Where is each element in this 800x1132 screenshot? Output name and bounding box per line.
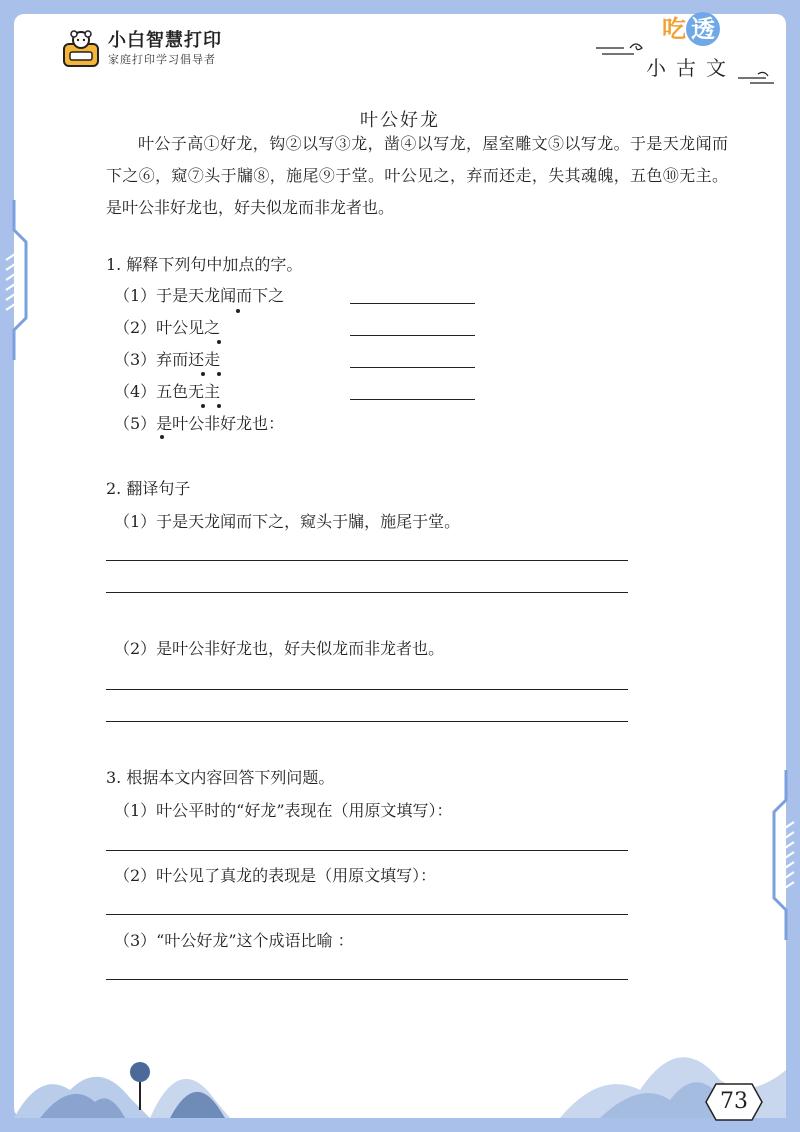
emphasis-dot <box>236 309 240 313</box>
q1-item-5: （5）是叶公非好龙也： <box>114 414 285 433</box>
page-header <box>0 0 800 100</box>
q3-answer-line-1[interactable] <box>106 850 628 851</box>
brand-name: 小白智慧打印 <box>108 30 222 51</box>
q2-answer-line-3[interactable] <box>106 689 628 690</box>
q2-answer-line-1[interactable] <box>106 560 628 561</box>
printer-mascot-logo <box>60 30 102 68</box>
series-char-2: 透 <box>686 12 720 46</box>
passage-text: 叶公子高①好龙，钩②以写③龙，凿④以写龙，屋室雕文⑤以写龙。于是天龙闻而下之⑥，窥⑦头于牖⑧，施尾⑨于堂。叶公见之，弃而还走，失其魂魄，五色⑩无主。是叶公非好龙也，好夫似龙而非龙者也。 <box>106 134 728 217</box>
q3-item-2: （2）叶公见了真龙的表现是（用原文填写）： <box>114 866 437 885</box>
q1-answer-blank-4[interactable] <box>350 399 475 400</box>
mountain-landscape-decor <box>0 1010 800 1132</box>
emphasis-dot <box>217 340 221 344</box>
brand-block <box>60 30 222 68</box>
q3-answer-line-2[interactable] <box>106 914 628 915</box>
series-badge <box>646 12 736 81</box>
q1-answer-blank-2[interactable] <box>350 335 475 336</box>
emphasis-dot <box>160 435 164 439</box>
q2-answer-line-4[interactable] <box>106 721 628 722</box>
q3-item-3: （3）“叶公好龙”这个成语比喻 ： <box>114 931 354 950</box>
q3-answer-line-3[interactable] <box>106 979 628 980</box>
q2-item-2: （2）是叶公非好龙也，好夫似龙而非龙者也。 <box>114 639 445 658</box>
right-border-ornament <box>770 770 800 940</box>
page-number: 73 <box>720 1089 748 1114</box>
brand-tagline: 家庭打印学习倡导者 <box>108 53 216 66</box>
cloud-swirl-decor-right <box>736 70 776 86</box>
q1-answer-blank-1[interactable] <box>350 303 475 304</box>
question-2-heading: 2. 翻译句子 <box>106 479 191 498</box>
q1-item-4: （4）五色无主 <box>114 382 221 401</box>
series-name: 小古文 <box>646 56 736 80</box>
left-border-ornament <box>0 200 30 360</box>
emphasis-dot <box>201 404 205 408</box>
q1-answer-blank-3[interactable] <box>350 367 475 368</box>
q1-item-3: （3）弃而还走 <box>114 350 221 369</box>
q1-item-1: （1）于是天龙闻而下之 <box>114 286 285 305</box>
q2-answer-line-2[interactable] <box>106 592 628 593</box>
emphasis-dot <box>217 404 221 408</box>
classical-passage <box>106 128 728 224</box>
q2-item-1: （1）于是天龙闻而下之，窥头于牖，施尾于堂。 <box>114 512 461 531</box>
question-1-heading: 1. 解释下列句中加点的字。 <box>106 255 303 274</box>
emphasis-dot <box>201 372 205 376</box>
question-3-heading: 3. 根据本文内容回答下列问题。 <box>106 768 335 787</box>
page-title: 叶公好龙 <box>360 110 440 131</box>
cloud-swirl-decor <box>594 38 650 58</box>
emphasis-dot <box>217 372 221 376</box>
series-char-1: 吃 <box>662 15 686 43</box>
q3-item-1: （1）叶公平时的“好龙”表现在（用原文填写）： <box>114 801 453 820</box>
q1-item-2: （2）叶公见之 <box>114 318 221 337</box>
